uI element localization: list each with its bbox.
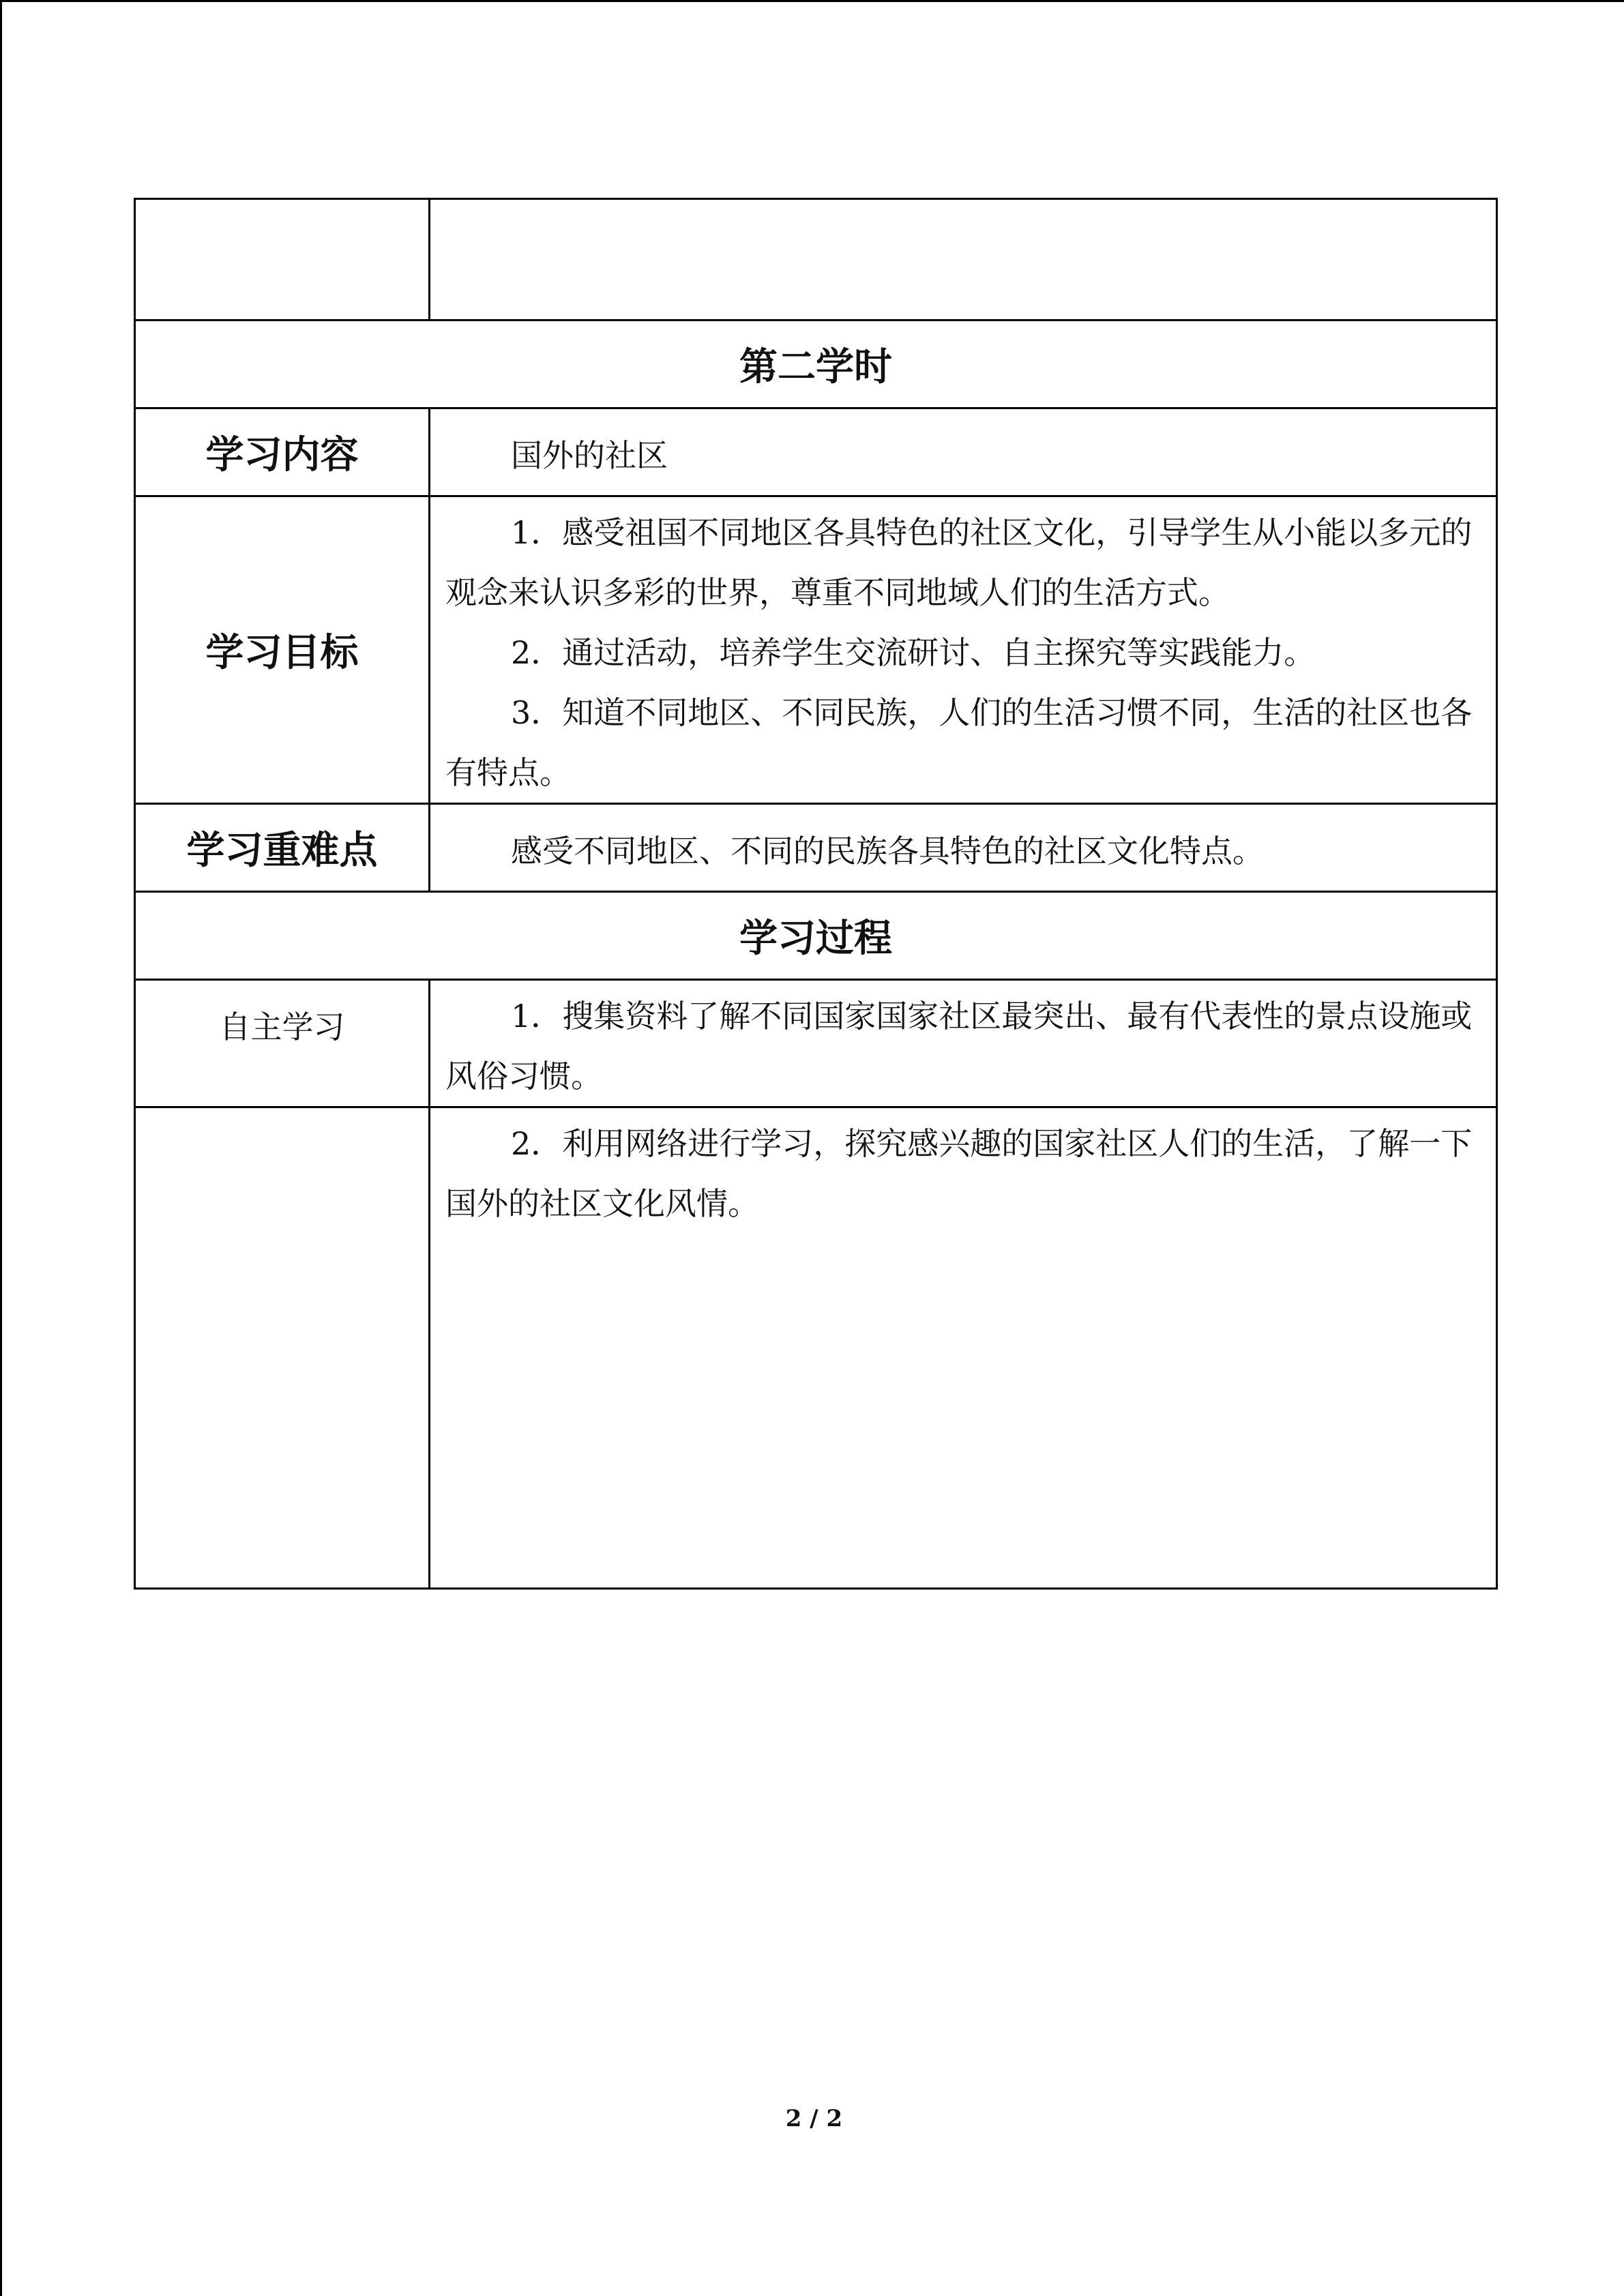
table-row-objectives xyxy=(135,496,1497,804)
step-2-cell xyxy=(430,1107,1497,1589)
objective-item-2: 2．通过活动，培养学生交流研讨、自主探究等实践能力。 xyxy=(511,634,1316,671)
content-text: 国外的社区 xyxy=(511,437,668,474)
content-cell xyxy=(430,408,1497,496)
table-row-self-study xyxy=(135,980,1497,1107)
content-label: 学习内容 xyxy=(135,408,430,496)
objective-item-3: 3．知道不同地区、不同民族，人们的生活习惯不同，生活的社区也各有特点。 xyxy=(445,694,1473,791)
table-row-step-2 xyxy=(135,1107,1497,1589)
objectives-cell xyxy=(430,496,1497,804)
step-2-text: 2．利用网络进行学习，探究感兴趣的国家社区人们的生活，了解一下国外的社区文化风情。 xyxy=(445,1125,1473,1222)
objectives-label: 学习目标 xyxy=(135,496,430,804)
table-row-process-title xyxy=(135,892,1497,980)
table-row-section-title xyxy=(135,320,1497,408)
self-study-label: 自主学习 xyxy=(135,980,430,1107)
table-row-empty xyxy=(135,199,1497,320)
step-2-label-cell xyxy=(135,1107,430,1589)
process-title: 学习过程 xyxy=(135,892,1497,980)
key-points-label: 学习重难点 xyxy=(135,804,430,892)
lesson-plan-table xyxy=(134,198,1498,1590)
table-row-key-points xyxy=(135,804,1497,892)
section-title: 第二学时 xyxy=(135,320,1497,408)
key-points-text: 感受不同地区、不同的民族各具特色的社区文化特点。 xyxy=(511,833,1264,869)
empty-content-cell xyxy=(430,199,1497,320)
self-study-text: 1．搜集资料了解不同国家国家社区最突出、最有代表性的景点设施或风俗习惯。 xyxy=(445,998,1473,1094)
empty-label-cell xyxy=(135,199,430,320)
page-number: 2 / 2 xyxy=(785,2105,843,2132)
objective-item-1: 1．感受祖国不同地区各具特色的社区文化，引导学生从小能以多元的观念来认识多彩的世界，尊重不同地域人们的生活方式。 xyxy=(445,514,1473,611)
table-row-content xyxy=(135,408,1497,496)
key-points-cell xyxy=(430,804,1497,892)
self-study-cell xyxy=(430,980,1497,1107)
